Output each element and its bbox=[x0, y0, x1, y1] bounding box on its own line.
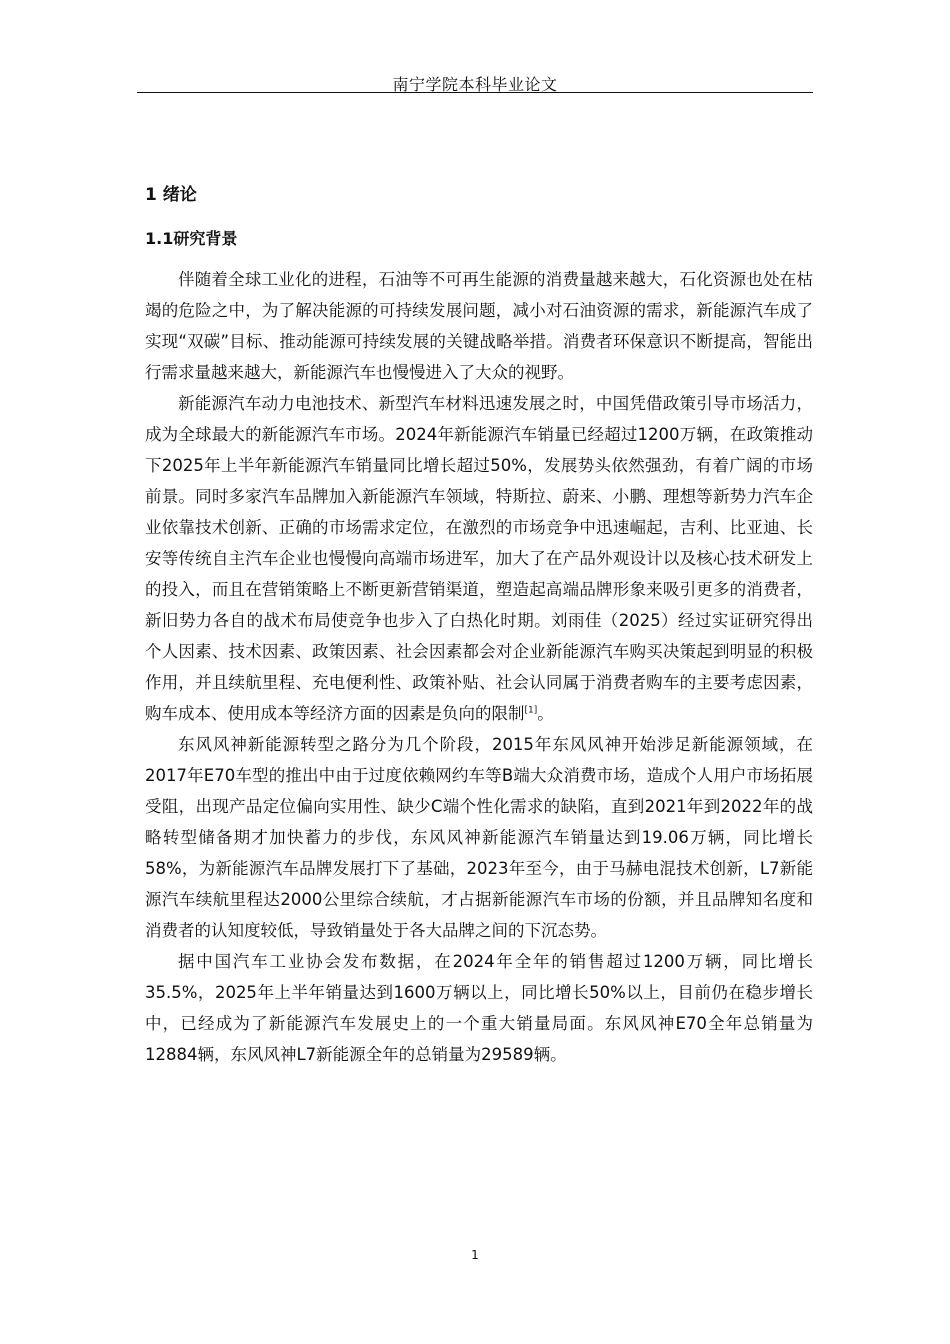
paragraph-4: 据中国汽车工业协会发布数据，在2024年全年的销售超过1200万辆，同比增长35.5%，2025年上半年销量达到1600万辆以上，同比增长50%以上，目前仍在稳步增长中，已经成为了新能源汽车发展史上的一个重大销量局面。东风风神E70全年总销量为12884辆，东风风神L7新能源全年的总销量为29589辆。 bbox=[145, 952, 813, 1064]
body-text bbox=[145, 180, 813, 1070]
paragraph-1: 伴随着全球工业化的进程，石油等不可再生能源的消费量越来越大，石化资源也处在枯竭的危险之中，为了解决能源的可持续发展问题，减小对石油资源的需求，新能源汽车成了实现“双碳”目标、推动能源可持续发展的关键战略举措。消费者环保意识不断提高，智能出行需求量越来越大，新能源汽车也慢慢进入了大众的视野。 bbox=[145, 270, 813, 382]
paragraph-2-text: 新能源汽车动力电池技术、新型汽车材料迅速发展之时，中国凭借政策引导市场活力，成为全球最大的新能源汽车市场。2024年新能源汽车销量已经超过1200万辆，在政策推动下2025年上半年新能源汽车销量同比增长超过50%，发展势头依然强劲，有着广阔的市场前景。同时多家汽车品牌加入新能源汽车领域，特斯拉、蔚来、小鹏、理想等新势力汽车企业依靠技术创新、正确的市场需求定位，在激烈的市场竞争中迅速崛起，吉利、比亚迪、长安等传统自主汽车企业也慢慢向高端市场进军，加大了在产品外观设计以及核心技术研发上的投入，而且在营销策略上不断更新营销渠道，塑造起高端品牌形象来吸引更多的消费者，新旧势力各自的战术布局使竞争也步入了白热化时期。刘雨佳（2025）经过实证研究得出个人因素、技术因素、政策因素、社会因素都会对企业新能源汽车购买决策起到明显的积极作用，并且续航里程、充电便利性、政策补贴、社会认同属于消费者购车的主要考虑因素，购车成本、使用成本等经济方面的因素是负向的限制 bbox=[145, 394, 813, 723]
running-header: 南宁学院本科毕业论文 bbox=[392, 75, 558, 94]
paragraph-3: 东风风神新能源转型之路分为几个阶段，2015年东风风神开始涉足新能源领域，在2017年E70车型的推出中由于过度依赖网约车等B端大众消费市场，造成个人用户市场拓展受阻，出现产品定位偏向实用性、缺少C端个性化需求的缺陷，直到2021年到2022年的战略转型储备期才加快蓄力的步伐，东风风神新能源汽车销量达到19.06万辆，同比增长58%，为新能源汽车品牌发展打下了基础，2023年至今，由于马赫电混技术创新，L7新能源汽车续航里程达2000公里综合续航，才占据新能源汽车市场的份额，并且品牌知名度和消费者的认知度较低，导致销量处于各大品牌之间的下沉态势。 bbox=[145, 735, 813, 940]
page-number: 1 bbox=[471, 1248, 479, 1262]
paragraph-2 bbox=[145, 388, 813, 729]
paragraph-2-tail: 。 bbox=[537, 704, 554, 723]
citation-ref[interactable]: [1] bbox=[524, 705, 538, 716]
section-heading: 1.1研究背景 bbox=[145, 229, 238, 248]
header-rule bbox=[137, 92, 813, 93]
chapter-heading: 1 绪论 bbox=[145, 185, 197, 205]
